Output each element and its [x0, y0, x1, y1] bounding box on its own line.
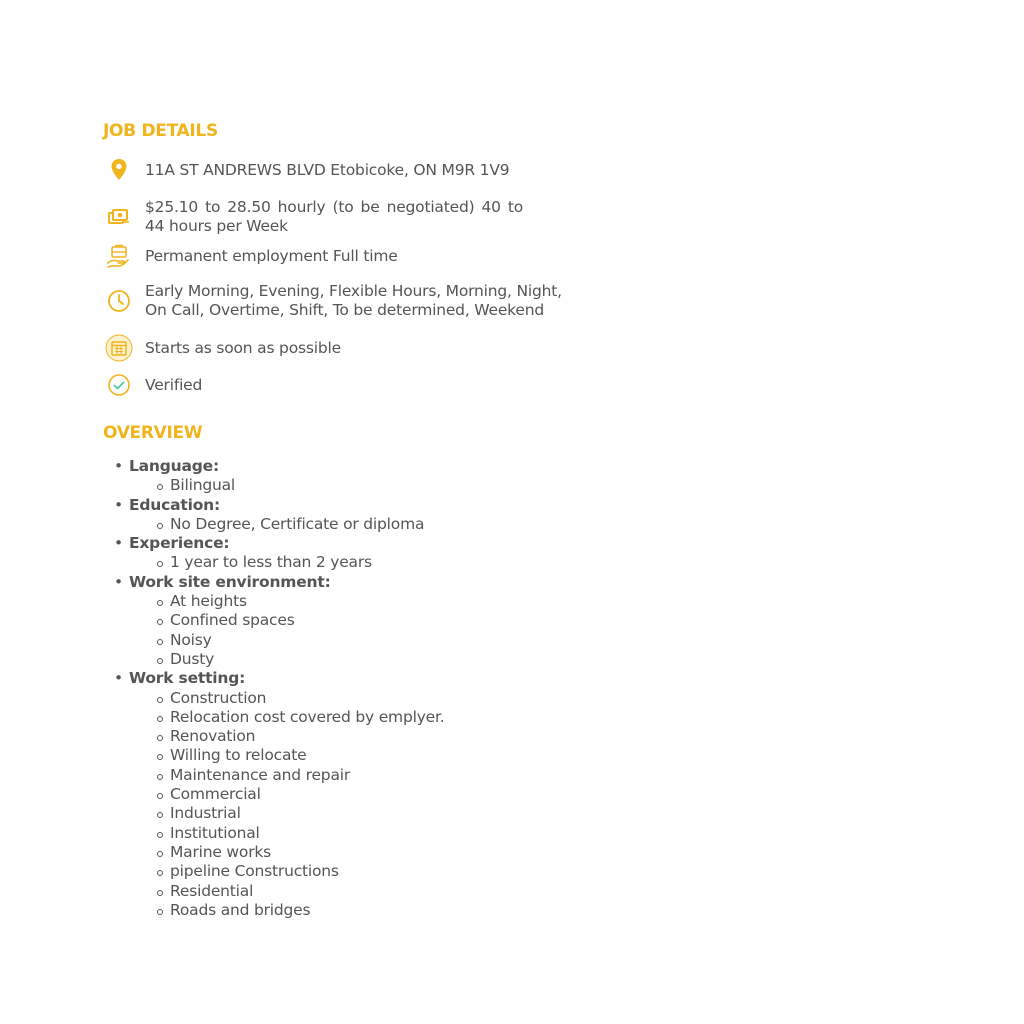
overview-list [114, 457, 444, 920]
location-pin-icon [103, 154, 135, 186]
overview-group-label: Education: [129, 495, 220, 514]
overview-title: OVERVIEW [103, 423, 203, 443]
detail-location-text: 11A ST ANDREWS BLVD Etobicoke, ON M9R 1V9 [145, 160, 510, 179]
detail-location [103, 154, 573, 186]
list-item: No Degree, Certificate or diploma [155, 515, 444, 534]
list-item: Confined spaces [155, 611, 444, 630]
list-item: Industrial [155, 804, 444, 823]
detail-salary-text: $25.10 to 28.50 hourly (to be negotiated) 40 to 44 hours per Week [145, 198, 523, 235]
list-item: Renovation [155, 727, 444, 746]
overview-group-language [114, 457, 444, 496]
detail-employment-text: Permanent employment Full time [145, 246, 398, 265]
overview-group-work-setting [114, 669, 444, 920]
overview-group-education [114, 496, 444, 535]
overview-group-label: Language: [129, 457, 219, 475]
overview-group-experience [114, 534, 444, 573]
detail-schedule-text: Early Morning, Evening, Flexible Hours, Morning, Night, On Call, Overtime, Shift, To be determined, Weekend [145, 282, 562, 319]
job-details-title: JOB DETAILS [103, 121, 218, 141]
overview-group-work-site-environment [114, 573, 444, 669]
calendar-icon [103, 332, 135, 364]
detail-start-text: Starts as soon as possible [145, 338, 341, 357]
list-item: Roads and bridges [155, 901, 444, 920]
detail-schedule [103, 282, 573, 320]
list-item: Commercial [155, 785, 444, 804]
detail-salary [103, 198, 573, 236]
list-item: Noisy [155, 631, 444, 650]
list-item: 1 year to less than 2 years [155, 553, 444, 572]
money-icon [103, 201, 135, 233]
detail-employment [103, 240, 573, 272]
overview-group-label: Experience: [129, 534, 230, 553]
detail-verified [103, 369, 573, 401]
list-item: Bilingual [155, 476, 444, 495]
detail-start [103, 332, 573, 364]
detail-verified-text: Verified [145, 375, 203, 394]
clock-icon [103, 285, 135, 317]
list-item: Institutional [155, 824, 444, 843]
list-item: Marine works [155, 843, 444, 862]
list-item: Relocation cost covered by emplyer. [155, 708, 444, 727]
check-circle-icon [103, 369, 135, 401]
list-item: Residential [155, 882, 444, 901]
list-item: Dusty [155, 650, 444, 669]
list-item: Willing to relocate [155, 746, 444, 765]
list-item: Construction [155, 689, 444, 708]
list-item: pipeline Constructions [155, 862, 444, 881]
overview-group-label: Work setting: [129, 669, 246, 688]
overview-group-label: Work site environment: [129, 572, 331, 591]
list-item: Maintenance and repair [155, 766, 444, 785]
briefcase-hand-icon [103, 240, 135, 272]
list-item: At heights [155, 592, 444, 611]
